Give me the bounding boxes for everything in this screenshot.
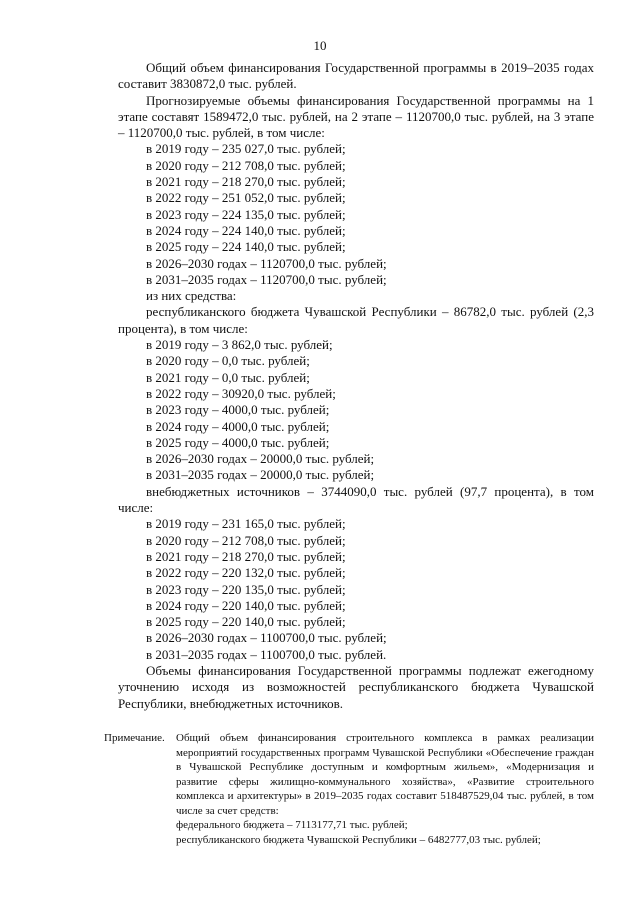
extrabudgetary-year-item: в 2031–2035 годах – 1100700,0 тыс. рублей.	[146, 646, 387, 662]
extrabudgetary-year-item: в 2023 году – 220 135,0 тыс. рублей;	[146, 581, 346, 597]
republic-year-item: в 2025 году – 4000,0 тыс. рублей;	[146, 434, 330, 450]
total-year-item: в 2022 году – 251 052,0 тыс. рублей;	[146, 190, 346, 206]
total-year-item: в 2021 году – 218 270,0 тыс. рублей;	[146, 174, 346, 190]
note-item: федерального бюджета – 7113177,71 тыс. рублей;	[176, 819, 408, 831]
republic-year-item: в 2021 году – 0,0 тыс. рублей;	[146, 369, 310, 385]
note-label: Примечание.	[104, 732, 165, 744]
extrabudgetary-year-item: в 2024 году – 220 140,0 тыс. рублей;	[146, 597, 346, 613]
note-item: республиканского бюджета Чувашской Республики – 6482777,03 тыс. рублей;	[176, 833, 541, 846]
total-year-item: в 2024 году – 224 140,0 тыс. рублей;	[146, 222, 346, 238]
total-financing-paragraph: Общий объем финансирования Государственной программы в 2019–2035 годах составит 3830872,0 тыс. рублей.	[118, 60, 594, 92]
total-year-item: в 2019 году – 235 027,0 тыс. рублей;	[146, 141, 346, 157]
closing-paragraph: Объемы финансирования Государственной программы подлежат ежегодному уточнению исходя из возможностей республиканского бюджета Чувашской Республики, внебюджетных источников.	[118, 662, 594, 711]
republic-year-item: в 2024 году – 4000,0 тыс. рублей;	[146, 418, 330, 434]
republic-year-item: в 2023 году – 4000,0 тыс. рублей;	[146, 402, 330, 418]
total-year-item: в 2020 году – 212 708,0 тыс. рублей;	[146, 157, 346, 173]
note-text: Общий объем финансирования строительного комплекса в рамках реализации мероприятий государственных программ Чувашской Республики «Обеспечение граждан в Чувашской Республике доступным и комфортным жильем», «Модернизация и развитие сферы жилищно-коммунального хозяйства», «Развитие строительного комплекса и архитектуры» в 2019–2035 годах составит 518487529,04 тыс. рублей, в том числе за счет средств:	[176, 732, 594, 817]
extrabudgetary-year-item: в 2022 году – 220 132,0 тыс. рублей;	[146, 565, 346, 581]
republic-year-item: в 2019 году – 3 862,0 тыс. рублей;	[146, 337, 333, 353]
republic-year-item: в 2022 году – 30920,0 тыс. рублей;	[146, 385, 336, 401]
document-body	[118, 60, 594, 712]
extrabudgetary-heading: внебюджетных источников – 3744090,0 тыс. рублей (97,7 процента), в том числе:	[118, 483, 594, 516]
republic-budget-heading: республиканского бюджета Чувашской Республики – 86782,0 тыс. рублей (2,3 процента), в том числе:	[118, 304, 594, 336]
of-which-line: из них средства:	[146, 288, 237, 304]
extrabudgetary-year-item: в 2026–2030 годах – 1100700,0 тыс. рублей;	[146, 630, 387, 646]
extrabudgetary-year-item: в 2019 году – 231 165,0 тыс. рублей;	[146, 516, 346, 532]
extrabudgetary-year-item: в 2021 году – 218 270,0 тыс. рублей;	[146, 548, 346, 564]
extrabudgetary-year-item: в 2020 году – 212 708,0 тыс. рублей;	[146, 532, 346, 548]
republic-year-item: в 2026–2030 годах – 20000,0 тыс. рублей;	[146, 451, 375, 467]
total-year-item: в 2023 году – 224 135,0 тыс. рублей;	[146, 206, 346, 222]
footnote	[104, 731, 594, 847]
total-year-item: в 2025 году – 224 140,0 тыс. рублей;	[146, 239, 346, 255]
stages-paragraph: Прогнозируемые объемы финансирования Государственной программы на 1 этапе составят 1589472,0 тыс. рублей, на 2 этапе – 1120700,0 тыс. рублей, на 3 этапе – 1120700,0 тыс. рублей, в том числе:	[118, 92, 594, 141]
republic-year-item: в 2031–2035 годах – 20000,0 тыс. рублей;	[146, 467, 375, 483]
total-year-item: в 2026–2030 годах – 1120700,0 тыс. рублей;	[146, 255, 387, 271]
page-number: 10	[313, 38, 327, 53]
extrabudgetary-year-item: в 2025 году – 220 140,0 тыс. рублей;	[146, 614, 346, 630]
republic-year-item: в 2020 году – 0,0 тыс. рублей;	[146, 353, 310, 369]
total-year-item: в 2031–2035 годах – 1120700,0 тыс. рублей;	[146, 271, 387, 287]
